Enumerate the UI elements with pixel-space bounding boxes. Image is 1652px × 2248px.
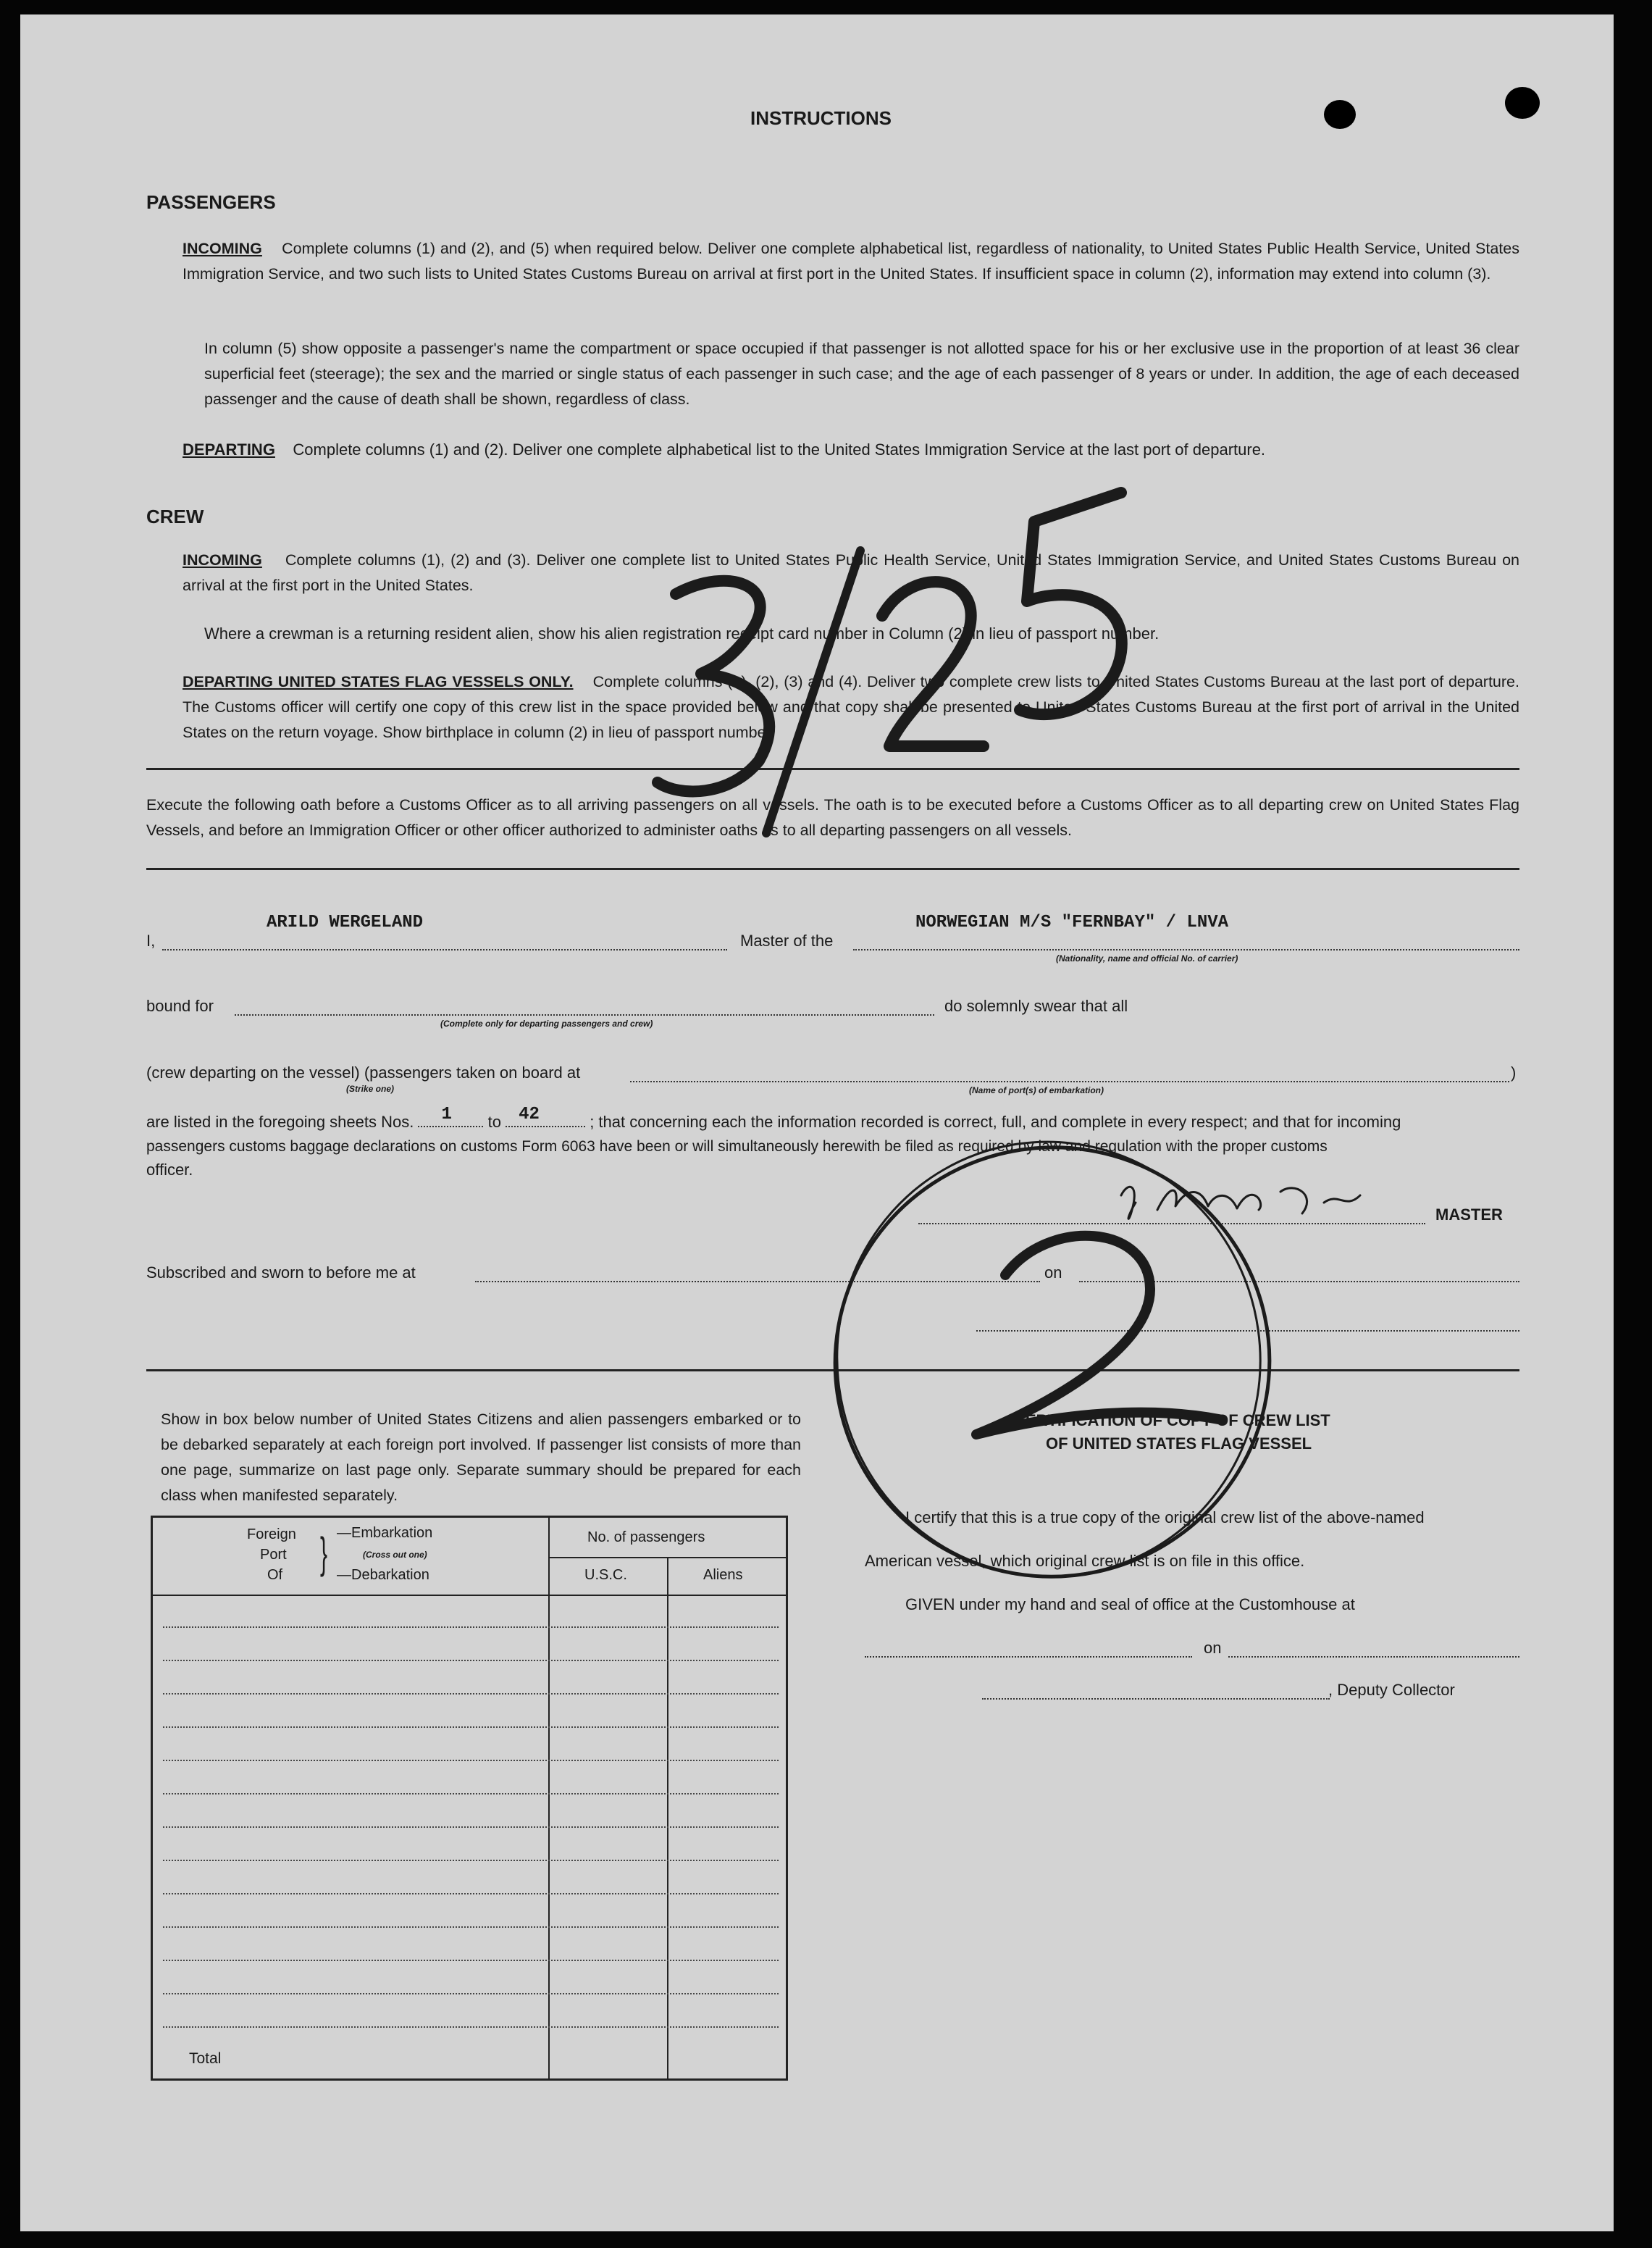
circled-number-2	[976, 1236, 1223, 1434]
sworn-on-label: on	[1044, 1263, 1062, 1282]
master-of-label: Master of the	[740, 932, 834, 950]
passengers-incoming-text: Complete columns (1) and (2), and (5) when required below. Deliver one complete alphabetical list, regardless of nationality, to United States Public Health Service, United States Immigration Service, and two such lists to United States Customs Bureau on arrival at first port in the United States. If insufficient space in column (2), information may extend into column (3).	[183, 240, 1519, 283]
listed-text-1: ; that concerning each the information recorded is correct, full, and complete in every respect; and that for incoming	[590, 1113, 1401, 1131]
crew-incoming-text: Complete columns (1), (2) and (3). Deliver one complete list to United States Public Health Service, United States Immigration Service, and United States Customs Bureau on arrival at the first port in the United States.	[183, 551, 1519, 594]
vessel-value: NORWEGIAN M/S "FERNBAY" / LNVA	[915, 913, 1229, 932]
col-of-label: Of	[267, 1567, 283, 1583]
col-foreign-label: Foreign	[247, 1526, 296, 1542]
listed-label: are listed in the foregoing sheets Nos.	[146, 1113, 414, 1131]
aliens-label: Aliens	[703, 1567, 743, 1583]
oath-instructions: Execute the following oath before a Customs Officer as to all arriving passengers on all vessels. The oath is to be executed before a Customs Officer as to all departing crew on United States Flag Vessels, and before an Immigration Officer or other officer authorized to administer oaths as to all departing passengers on all vessels.	[146, 796, 1519, 839]
passengers-heading: PASSENGERS	[146, 191, 276, 213]
strike-one-caption: (Strike one)	[346, 1084, 395, 1094]
brace-glyph: }	[320, 1529, 328, 1577]
certify-line-1: I certify that this is a true copy of the original crew list of the above-named	[905, 1508, 1425, 1526]
passengers-departing-label: DEPARTING	[183, 440, 275, 459]
embarkation-label: —Embarkation	[337, 1525, 433, 1541]
ports-caption: (Name of port(s) of embarkation)	[969, 1085, 1104, 1095]
grease-pencil-slash	[766, 551, 860, 833]
oath-i-label: I,	[146, 932, 156, 950]
crew-incoming-label: INCOMING	[183, 551, 262, 569]
certification-on-label: on	[1204, 1639, 1222, 1657]
master-label: MASTER	[1435, 1206, 1503, 1224]
total-label: Total	[189, 2050, 222, 2067]
debarkation-label: —Debarkation	[337, 1567, 429, 1583]
crew-passengers-label: (crew departing on the vessel) (passengers taken on board at	[146, 1064, 581, 1082]
crew-departing-text: Complete columns (1), (2), (3) and (4). Deliver two complete crew lists to United States Customs Bureau at the last port of departure. The Customs officer will certify one copy of this crew list in the space provided below and that copy shall be presented to United States Customs Bureau at the first port of arrival in the United States on the return voyage. Show birthplace in column (2) in lieu of passport number.	[183, 673, 1519, 741]
crew-resident-alien-text: Where a crewman is a returning resident alien, show his alien registration receipt card number in Column (2) in lieu of passport number.	[204, 624, 1160, 643]
subscribed-label: Subscribed and sworn to before me at	[146, 1263, 416, 1282]
passengers-departing-text: Complete columns (1) and (2). Deliver one complete alphabetical list to the United States Immigration Service at the last port of departure.	[293, 440, 1266, 459]
crew-heading: CREW	[146, 506, 204, 527]
vessel-caption: (Nationality, name and official No. of carrier)	[1056, 953, 1238, 964]
close-paren: )	[1511, 1064, 1517, 1082]
certify-line-2: American vessel, which original crew list is on file in this office.	[865, 1552, 1305, 1570]
passengers-column5-paragraph: In column (5) show opposite a passenger's name the compartment or space occupied if that passenger is not allotted space for his or her exclusive use in the proportion of at least 36 clear superficial feet (steerage); the sex and the married or single status of each passenger in such case; and the age of each passenger of 8 years or under. In addition, the age of each deceased passenger and the cause of death shall be shown, regardless of class.	[204, 340, 1519, 408]
sheet-from-value: 1	[441, 1105, 452, 1124]
master-name-value: ARILD WERGELAND	[267, 913, 424, 932]
grease-pencil-3	[658, 581, 769, 792]
crew-departing-label: DEPARTING UNITED STATES FLAG VESSELS ONLY.	[183, 673, 574, 690]
grease-pencil-2-small	[882, 582, 984, 746]
master-signature	[1121, 1187, 1360, 1219]
to-label: to	[487, 1113, 501, 1131]
summary-instructions: Show in box below number of United States Citizens and alien passengers embarked or to be debarked separately at each foreign port involved. If passenger list consists of more than one page, summarize on last page only. Separate summary should be prepared for each class when manifested separately.	[161, 1411, 801, 1504]
sheet-to-value: 42	[519, 1105, 540, 1124]
deputy-collector-label: , Deputy Collector	[1328, 1681, 1455, 1699]
given-line: GIVEN under my hand and seal of office at the Customhouse at	[905, 1595, 1355, 1613]
circle-mark	[795, 1107, 1309, 1617]
listed-line-3: officer.	[146, 1161, 193, 1179]
form-page	[20, 14, 1614, 2231]
passengers-incoming-label: INCOMING	[183, 240, 262, 257]
swear-label: do solemnly swear that all	[944, 997, 1128, 1015]
grease-pencil-5	[1020, 493, 1122, 714]
page-title: INSTRUCTIONS	[750, 107, 892, 129]
cross-out-caption: (Cross out one)	[363, 1550, 427, 1560]
no-passengers-label: No. of passengers	[587, 1529, 705, 1545]
certification-title-1: CERTIFICATION OF COPY OF CREW LIST	[1014, 1411, 1330, 1429]
bound-for-caption: (Complete only for departing passengers and crew)	[440, 1019, 653, 1029]
usc-label: U.S.C.	[584, 1567, 627, 1583]
bound-for-label: bound for	[146, 997, 214, 1015]
listed-line-2: passengers customs baggage declarations on customs Form 6063 have been or will simultaneously herewith be filed as required by law and regulation with the proper customs	[146, 1138, 1328, 1155]
handwriting-overlay	[20, 14, 1614, 2231]
certification-title-2: OF UNITED STATES FLAG VESSEL	[1046, 1434, 1312, 1453]
col-port-label: Port	[260, 1547, 287, 1563]
